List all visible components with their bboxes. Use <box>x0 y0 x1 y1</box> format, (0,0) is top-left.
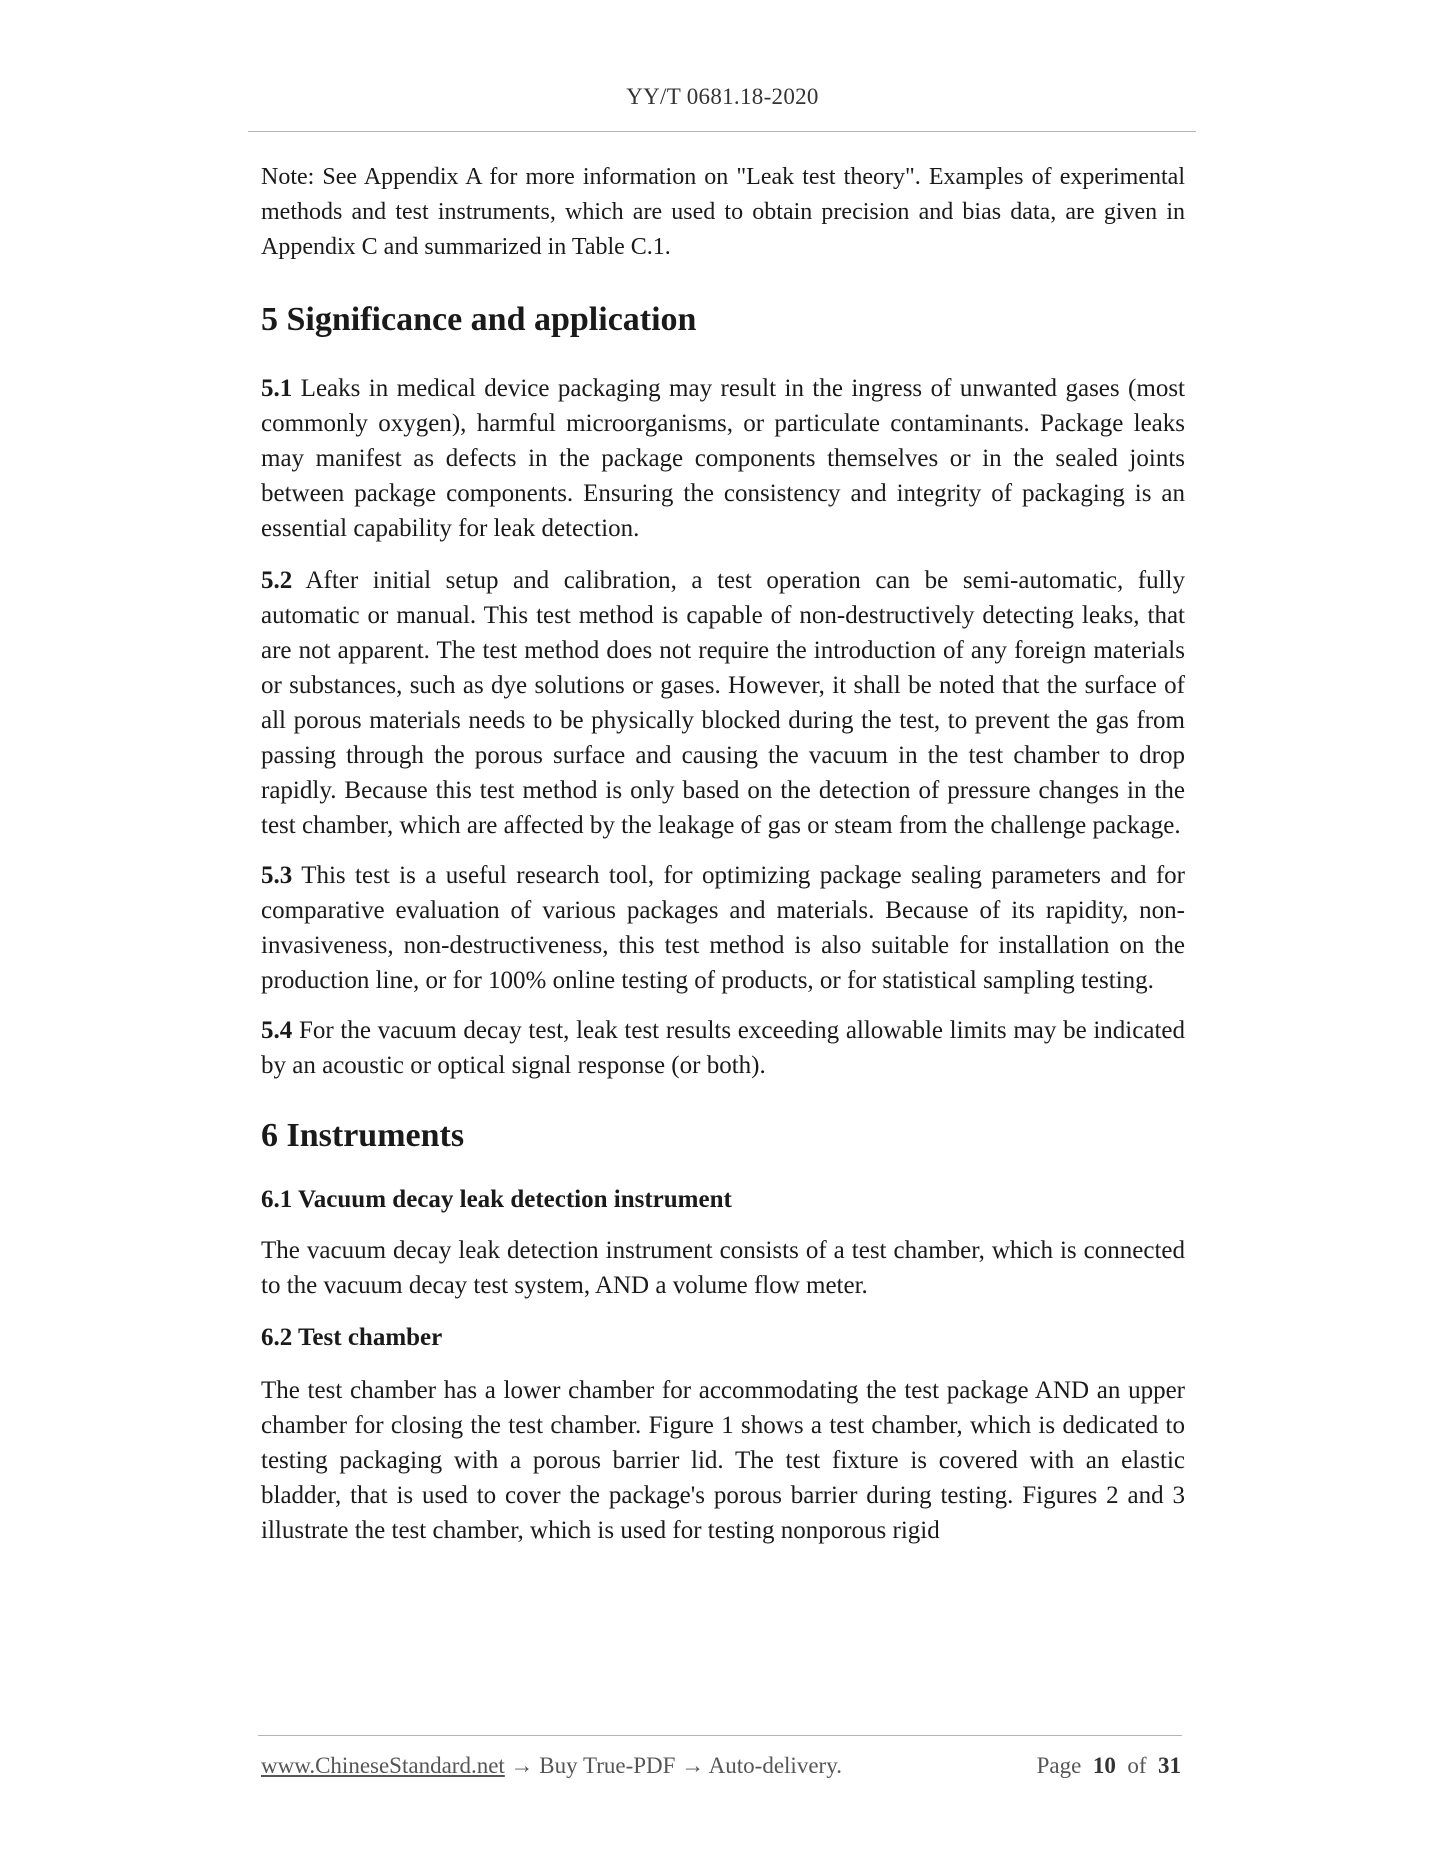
clause-number: 5.3 <box>261 862 293 889</box>
subsection-6-1-heading: 6.1 Vacuum decay leak detection instrument <box>261 1186 732 1213</box>
paragraph-6-1: The vacuum decay leak detection instrument consists of a test chamber, which is connected to the vacuum decay test system, AND a volume flow meter. <box>261 1237 1185 1299</box>
footer-promo <box>261 1753 842 1779</box>
clause-number: 5.1 <box>261 375 293 402</box>
paragraph-5-1 <box>261 371 1185 546</box>
arrow-icon: → <box>504 1753 540 1778</box>
paragraph-5-3 <box>261 858 1185 998</box>
note-paragraph: Note: See Appendix A for more information on "Leak test theory". Examples of experimental methods and test instruments, which are used to obtain precision and bias data, are given in Appendix C and summarized in Table C.1. <box>261 164 1185 260</box>
page-body <box>261 160 1185 1548</box>
page-footer <box>261 1753 1181 1779</box>
paragraph-6-2: The test chamber has a lower chamber for accommodating the test package AND an upper chamber for closing the test chamber. Figure 1 shows a test chamber, which is dedicated to testing packaging with a porous barrier lid. The test fixture is covered with an elastic bladder, that is used to cover the package's porous barrier during testing. Figures 2 and 3 illustrate the test chamber, which is used for testing nonporous rigid <box>261 1377 1185 1544</box>
page-indicator <box>1037 1753 1181 1779</box>
section-5-heading: 5 Significance and application <box>261 301 697 338</box>
clause-text: Leaks in medical device packaging may result in the ingress of unwanted gases (most commonly oxygen), harmful microorganisms, or particulate contaminants. Package leaks may manifest as defects in the package components themselves or in the sealed joints between package components. Ensuring the consistency and integrity of packaging is an essential capability for leak detection. <box>261 375 1185 542</box>
section-6-heading: 6 Instruments <box>261 1117 465 1154</box>
document-code-header: YY/T 0681.18-2020 <box>626 84 819 109</box>
page-number: 10 <box>1092 1753 1116 1778</box>
paragraph-5-4 <box>261 1013 1185 1083</box>
auto-delivery-text: Auto-delivery. <box>708 1753 842 1778</box>
clause-text: This test is a useful research tool, for optimizing package sealing parameters and for comparative evaluation of various packages and materials. Because of its rapidity, non-invasiveness, non-destructiveness, this test method is also suitable for installation on the production line, or for 100% online testing of products, or for statistical sampling testing. <box>261 862 1185 994</box>
site-link[interactable]: www.ChineseStandard.net <box>261 1753 505 1778</box>
header-divider <box>248 131 1196 132</box>
buy-pdf-text: Buy True-PDF <box>539 1753 676 1778</box>
page-label: Page <box>1036 1753 1082 1778</box>
footer-divider <box>258 1735 1182 1736</box>
total-pages: 31 <box>1158 1753 1181 1778</box>
paragraph-5-2 <box>261 563 1185 843</box>
arrow-icon: → <box>675 1753 709 1778</box>
of-label: of <box>1127 1753 1147 1778</box>
clause-number: 5.2 <box>261 567 293 594</box>
clause-number: 5.4 <box>261 1017 293 1044</box>
clause-text: After initial setup and calibration, a test operation can be semi-automatic, fully automatic or manual. This test method is capable of non-destructively detecting leaks, that are not apparent. The test method does not require the introduction of any foreign materials or substances, such as dye solutions or gases. However, it shall be noted that the surface of all porous materials needs to be physically blocked during the test, to prevent the gas from passing through the porous surface and causing the vacuum in the test chamber to drop rapidly. Because this test method is only based on the detection of pressure changes in the test chamber, which are affected by the leakage of gas or steam from the challenge package. <box>261 567 1185 839</box>
subsection-6-2-heading: 6.2 Test chamber <box>261 1324 443 1351</box>
clause-text: For the vacuum decay test, leak test results exceeding allowable limits may be indicated by an acoustic or optical signal response (or both). <box>261 1017 1185 1079</box>
